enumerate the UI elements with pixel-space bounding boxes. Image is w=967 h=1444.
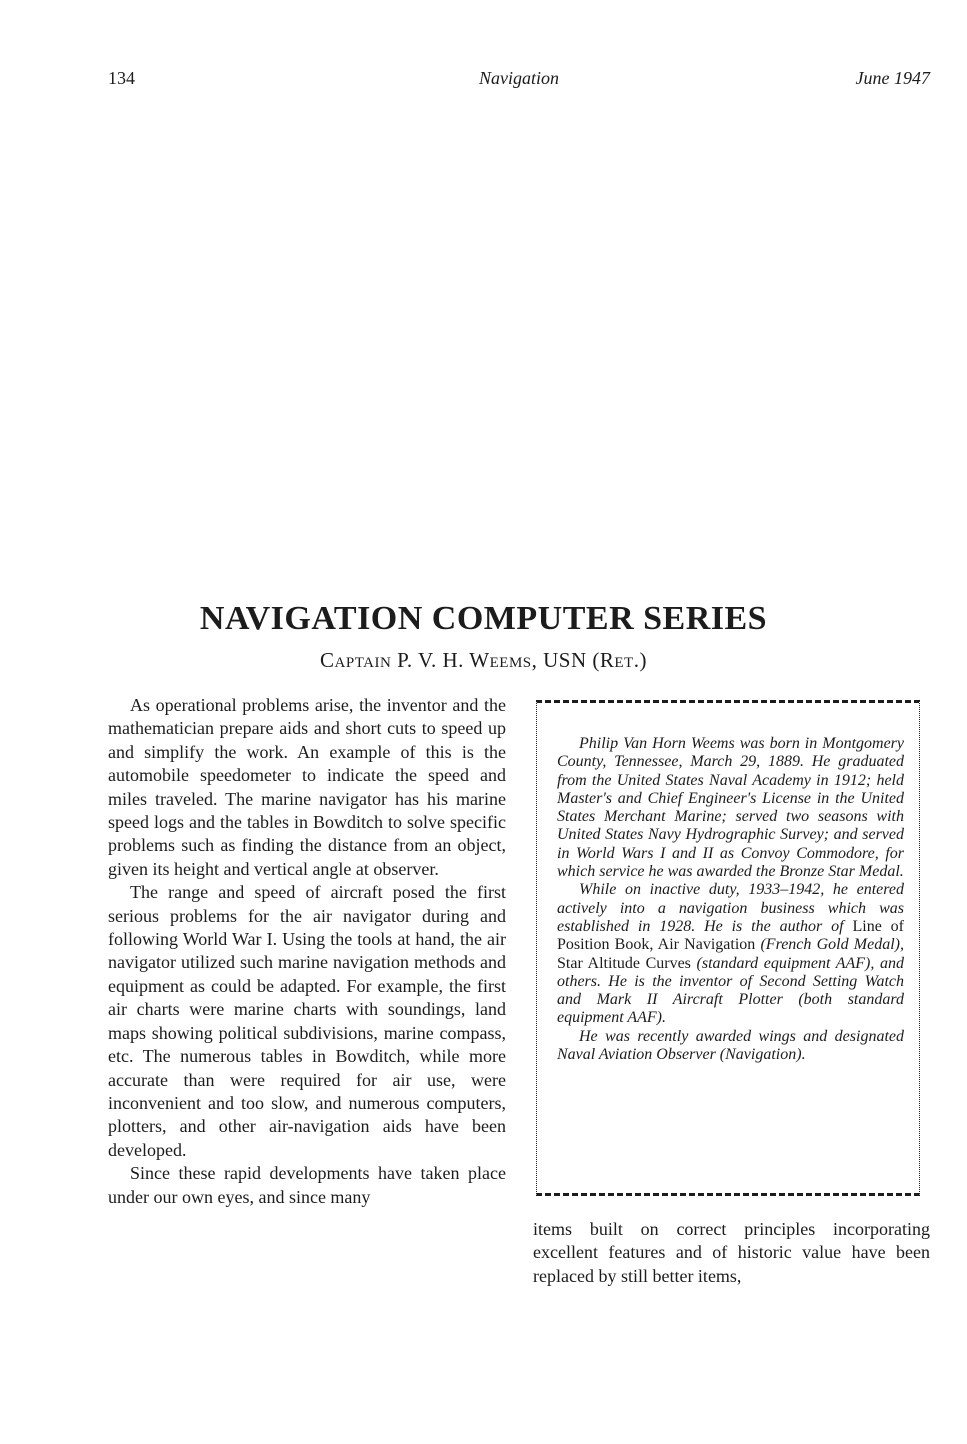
right-column bbox=[533, 1218, 930, 1288]
bio-paragraph bbox=[557, 881, 904, 1027]
page-header bbox=[108, 68, 930, 94]
page-number: 134 bbox=[108, 68, 135, 88]
body-paragraph: Since these rapid developments have taken place under our own eyes, and since many bbox=[108, 1163, 506, 1207]
bio-text-run: (French Gold Medal), bbox=[755, 936, 905, 954]
bio-paragraph: He was recently awarded wings and designated Naval Aviation Observer (Navigation). bbox=[557, 1027, 904, 1064]
bio-paragraph: Philip Van Horn Weems was born in Montgomery County, Tennessee, March 29, 1889. He graduated from the United States Naval Academy in 1912; held Master's and Chief Engineer's License in the United States Merchant Marine; served two seasons with United States Navy Hydrographic Survey; and served in World Wars I and II as Convoy Commodore, for which service he was awarded the Bronze Star Medal. bbox=[557, 735, 904, 881]
author-bio bbox=[557, 735, 904, 1064]
bio-book-title: Star Altitude Curves bbox=[557, 954, 691, 972]
journal-title: Navigation bbox=[479, 68, 559, 88]
bio-text-run: (standard equipment AAF), and others. He is the inventor of Second Setting Watch and Mark II Aircraft Plotter (both standard equipment AAF). bbox=[557, 954, 904, 1027]
article-title: NAVIGATION COMPUTER SERIES bbox=[199, 600, 768, 637]
bio-book-title: Line of Position Book, Air Navigation bbox=[557, 917, 904, 954]
body-paragraph: The range and speed of aircraft posed the first serious problems for the air navigator during and following World War I. Using the tools at hand, the air navigator utilized such marine navigation methods and equipment as could be adapted. For example, the first air charts were marine charts with soundings, land maps showing political subdivisions, marine compass, etc. The numerous tables in Bowditch, while more accurate than were required for air use, were inconvenient and too slow, and numerous computers, plotters, and other air-navigation aids have been developed. bbox=[108, 882, 506, 1160]
body-paragraph: items built on correct principles incorporating excellent features and of historic value have been replaced by still better items, bbox=[533, 1219, 930, 1286]
issue-date: June 1947 bbox=[855, 68, 930, 88]
body-paragraph: As operational problems arise, the inventor and the mathematician prepare aids and short cuts to speed up and simplify the work. An example of this is the automobile speedometer to indicate the speed and miles traveled. The marine navigator has his marine speed logs and the tables in Bowditch to solve specific problems such as finding the distance from an object, given its height and vertical angle at observer. bbox=[108, 695, 506, 879]
bio-text-run: While on inactive duty, 1933–1942, he entered actively into a navigation business which was established in 1928. He is the author of bbox=[557, 881, 904, 935]
left-column bbox=[108, 694, 506, 1209]
article-author: Captain P. V. H. Weems, USN (Ret.) bbox=[320, 648, 647, 672]
